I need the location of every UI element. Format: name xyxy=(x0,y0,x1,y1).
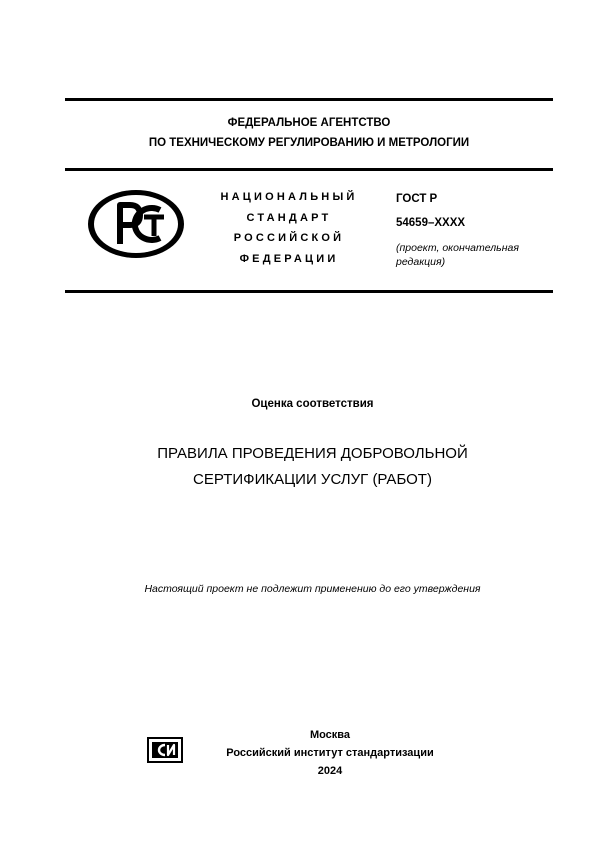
draft-notice: Настоящий проект не подлежит применению до его утверждения xyxy=(144,583,481,595)
document-title xyxy=(0,441,595,493)
national-standard-line-1: НАЦИОНАЛЬНЫЙ xyxy=(220,191,358,203)
publication-year: 2024 xyxy=(317,765,343,777)
standartinform-logo-icon xyxy=(147,737,183,763)
document-subject: Оценка соответствия xyxy=(251,398,374,410)
national-standard-line-4: ФЕДЕРАЦИИ xyxy=(239,252,339,265)
gost-title: ГОСТ Р xyxy=(396,193,438,205)
rst-gost-emblem-icon xyxy=(86,188,186,260)
agency-header xyxy=(65,113,553,153)
document-title-line-2: СЕРТИФИКАЦИИ УСЛУГ (РАБОТ) xyxy=(193,471,432,488)
document-title-line-1: ПРАВИЛА ПРОВЕДЕНИЯ ДОБРОВОЛЬНОЙ xyxy=(157,445,468,462)
gost-draft-note: (проект, окончательная редакция) xyxy=(396,242,519,268)
national-standard-line-3: РОССИЙСКОЙ xyxy=(233,232,345,244)
national-standard-line-2: СТАНДАРТ xyxy=(246,211,332,224)
bottom-divider xyxy=(65,290,553,293)
gost-number: 54659–XXXX xyxy=(396,217,466,229)
publisher-name: Российский институт стандартизации xyxy=(226,747,434,759)
top-divider xyxy=(65,98,553,101)
national-standard-label xyxy=(200,187,378,269)
publisher-block xyxy=(190,726,470,780)
publisher-city: Москва xyxy=(309,729,351,741)
middle-divider xyxy=(65,168,553,171)
agency-line-1: ФЕДЕРАЛЬНОЕ АГЕНТСТВО xyxy=(227,117,391,129)
agency-line-2: ПО ТЕХНИЧЕСКОМУ РЕГУЛИРОВАНИЮ И МЕТРОЛОГИИ xyxy=(148,137,470,149)
